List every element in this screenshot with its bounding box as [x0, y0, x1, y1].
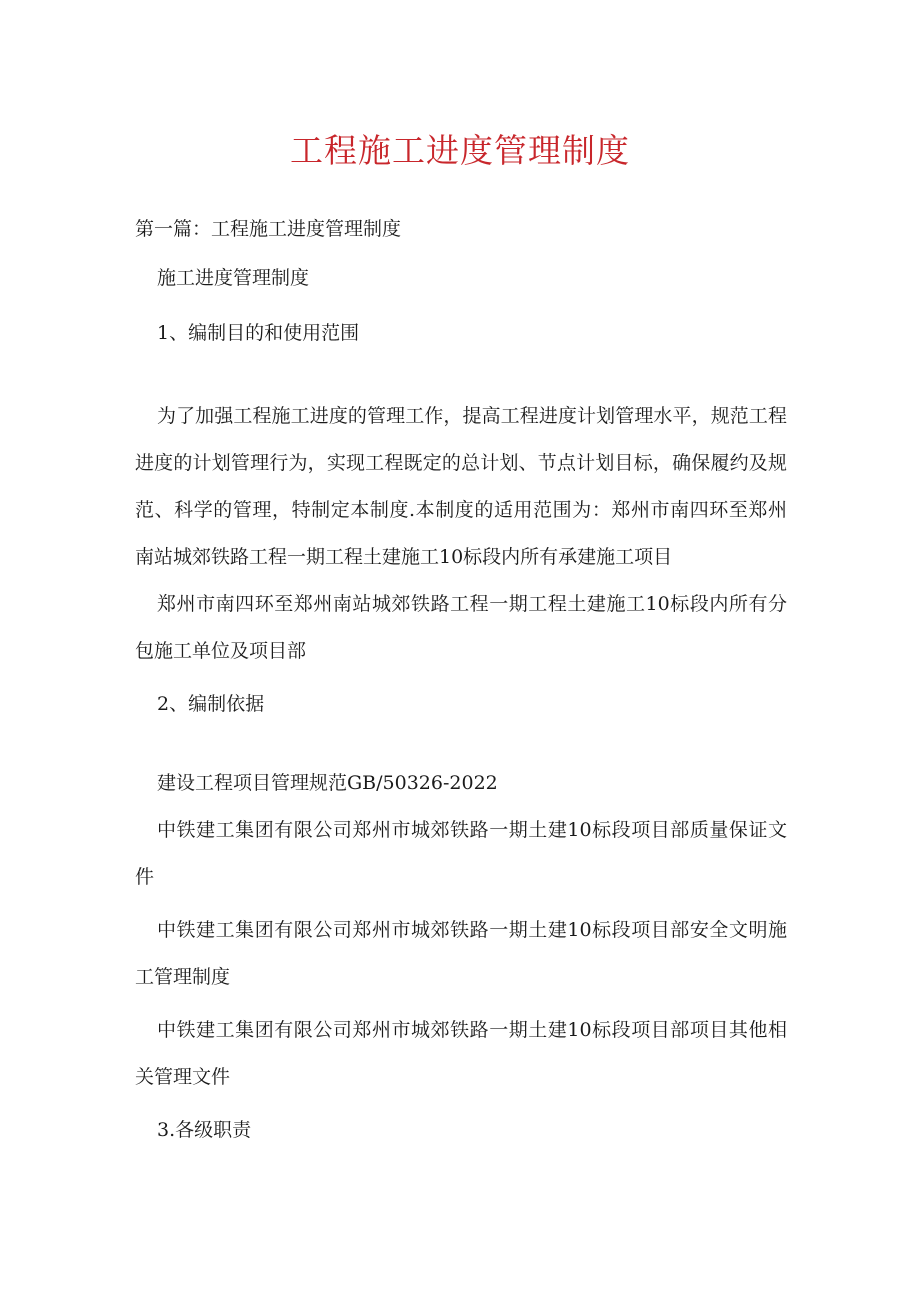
section-heading-purpose-scope: 1、编制目的和使用范围	[157, 322, 360, 344]
basis-item: 建设工程项目管理规范GB/50326-2022	[157, 772, 498, 794]
basis-item: 中铁建工集团有限公司郑州市城郊铁路一期土建10标段项目部安全文明施工管理制度	[135, 919, 787, 988]
paragraph-scope: 郑州市南四环至郑州南站城郊铁路工程一期工程土建施工10标段内所有分包施工单位及项目部	[135, 593, 787, 662]
basis-item: 中铁建工集团有限公司郑州市城郊铁路一期土建10标段项目部质量保证文件	[135, 819, 787, 888]
paragraph-purpose: 为了加强工程施工进度的管理工作，提高工程进度计划管理水平，规范工程进度的计划管理行为，实现工程既定的总计划、节点计划目标，确保履约及规范、科学的管理，特制定本制度.本制度的适用范围为：郑州市南四环至郑州南站城郊铁路工程一期工程土建施工10标段内所有承建施工项目	[135, 405, 787, 568]
section-heading-responsibilities: 3.各级职责	[157, 1119, 252, 1141]
basis-item: 中铁建工集团有限公司郑州市城郊铁路一期土建10标段项目部项目其他相关管理文件	[135, 1019, 787, 1088]
document-title: 工程施工进度管理制度	[290, 131, 630, 170]
subtitle: 施工进度管理制度	[157, 267, 310, 289]
section-heading-basis: 2、编制依据	[157, 693, 265, 715]
chapter-heading: 第一篇：工程施工进度管理制度	[135, 218, 402, 240]
